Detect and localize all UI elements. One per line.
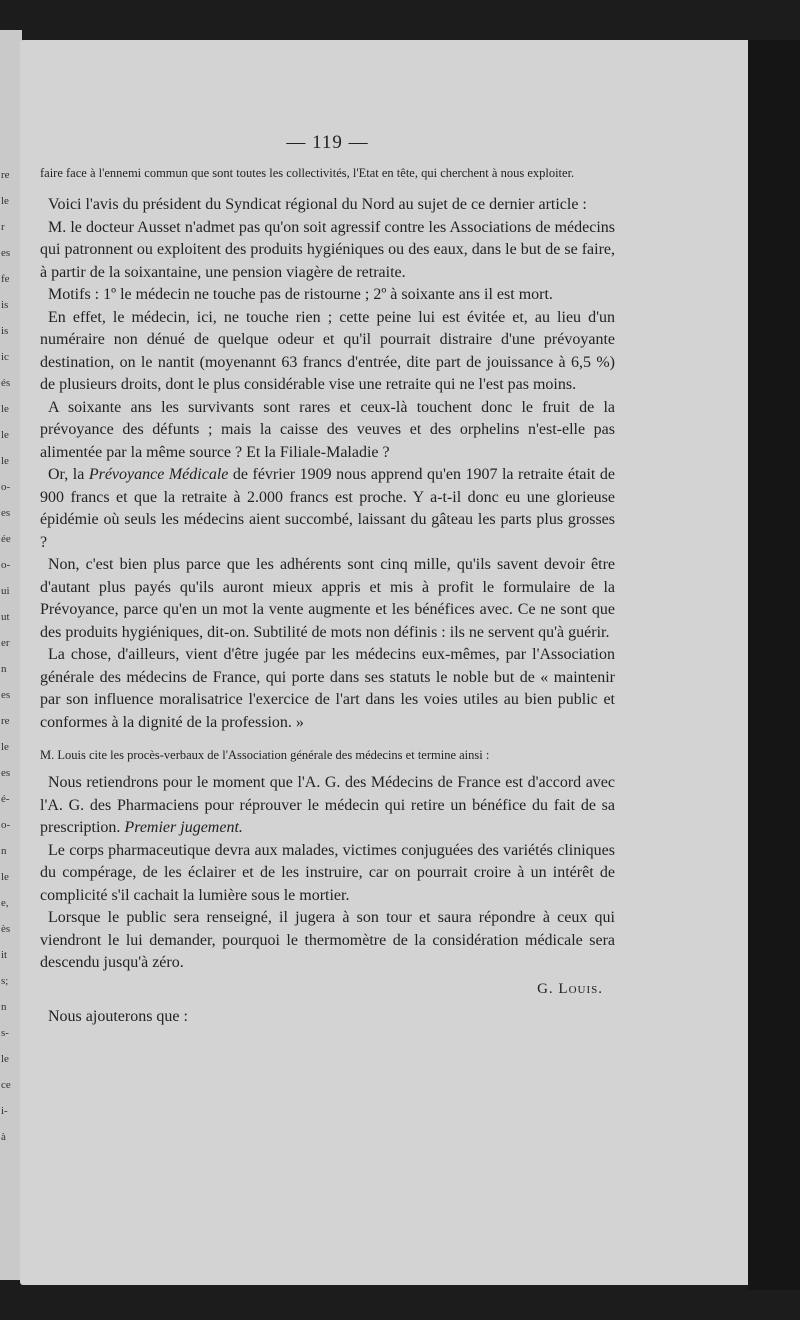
adjacent-page-text-fragments [0, 30, 22, 1280]
signature: G. Louis. [537, 980, 603, 997]
margin-fragment: o- [1, 819, 11, 831]
book-spine-shadow [748, 40, 800, 1290]
margin-fragment: es [1, 507, 11, 519]
book-page [20, 40, 752, 1285]
margin-fragment: re [1, 715, 10, 727]
paragraph: Le corps pharmaceutique devra aux malades, victimes conjuguées des variétés cliniques du compérage, de les éclairer et de les instruire, car on pourrait croire à un intérêt de complicité s'il cachait la lumière sous le mortier. [40, 841, 615, 904]
margin-fragment: le [1, 1053, 9, 1065]
paragraph-group-3 [40, 840, 615, 975]
margin-fragment: e, [1, 897, 9, 909]
margin-fragment: o- [1, 481, 11, 493]
margin-fragment: fe [1, 273, 10, 285]
margin-fragment: is [1, 325, 9, 337]
paragraph-group-1 [40, 194, 615, 464]
paragraph-jugement: Nous retiendrons pour le moment que l'A. G. des Médecins de France est d'accord avec l'A. G. des Pharmaciens pour réprouver le médecin qui retire un bénéfice du fait de sa prescription. Premier jugement. [40, 774, 615, 836]
paragraph: M. le docteur Ausset n'admet pas qu'on soit agressif contre les Associations de médecins qui patronnent ou exploitent des produits hygiéniques ou des eaux, dans le but de se faire, à partir de la soixantaine, une pension viagère de retraite. [40, 218, 615, 281]
margin-fragment: le [1, 455, 9, 467]
margin-fragment: le [1, 195, 9, 207]
paragraph: Voici l'avis du président du Syndicat régional du Nord au sujet de ce dernier article : [48, 196, 587, 213]
paragraph: Motifs : 1º le médecin ne touche pas de ristourne ; 2º à soixante ans il est mort. [48, 286, 553, 303]
margin-fragment: er [1, 637, 10, 649]
page-content [40, 132, 615, 1028]
margin-fragment: s- [1, 1027, 9, 1039]
margin-fragment: ès [1, 923, 11, 935]
margin-fragment: n [1, 845, 7, 857]
margin-fragment: ut [1, 611, 10, 623]
paragraph: Lorsque le public sera renseigné, il jugera à son tour et saura répondre à ceux qui viendront le lui demander, pourquoi le thermomètre de la considération médicale sera descendu jusqu'à zéro. [40, 909, 615, 971]
margin-fragment: le [1, 741, 9, 753]
intro-text: faire face à l'ennemi commun que sont toutes les collectivités, l'Etat en tête, qui cherchent à nous exploiter. [40, 166, 575, 180]
margin-fragment: re [1, 169, 10, 181]
margin-fragment: es [1, 767, 11, 779]
margin-fragment: it [1, 949, 8, 961]
margin-fragment: le [1, 429, 9, 441]
margin-fragment: ée [1, 533, 11, 545]
margin-fragment: n [1, 1001, 7, 1013]
paragraph-prevoyance: Or, la Prévoyance Médicale de février 1909 nous apprend qu'en 1907 la retraite était de 900 francs et que la retraite à 2.000 francs est proche. Y a-t-il donc eu une glorieuse épidémie où seuls les médecins aient succombé, laissant du gâteau les parts plus grosses ? [40, 466, 615, 551]
margin-fragment: n [1, 663, 7, 675]
margin-fragment: à [1, 1131, 6, 1143]
margin-fragment: is [1, 299, 9, 311]
margin-fragment: i- [1, 1105, 8, 1117]
paragraph: La chose, d'ailleurs, vient d'être jugée par les médecins eux-mêmes, par l'Association générale des médecins de France, qui porte dans ses statuts le noble but de « maintenir par son influence moralisatrice l'exercice de l'art dans les voies utiles au bien public et conformes à la dignité de la profession. » [40, 646, 615, 731]
margin-fragment: le [1, 403, 9, 415]
margin-fragment: ui [1, 585, 10, 597]
italic-emphasis: Premier jugement. [124, 819, 243, 836]
italic-journal-title: Prévoyance Médicale [88, 466, 229, 483]
paragraph: En effet, le médecin, ici, ne touche rien ; cette peine lui est évitée et, au lieu d'un numéraire non dénué de quelque odeur et qu'il pourrait distraire d'une prévoyante destination, on le nantit (moyenannt 63 francs d'entrée, dite part de jouissance à 6,5 %) de plusieurs droits, dont le plus considérable vise une retraite qui ne l'est pas moins. [40, 308, 615, 393]
margin-fragment: es [1, 247, 11, 259]
paragraph-group-2 [40, 554, 615, 734]
adjacent-page-edge [0, 30, 22, 1280]
paragraph: Non, c'est bien plus parce que les adhérents sont cinq mille, qu'ils savent devoir être d'autant plus payés qu'ils auront mieux appris et mis à profit le formulaire de la Prévoyance, parce qu'en un mot la vente augmente et les bénéfices avec. Ce ne sont que des produits hygiéniques, dit-on. Subtilité de mots non définis : ils ne servent qu'à guérir. [40, 556, 615, 641]
margin-fragment: r [1, 221, 5, 233]
margin-fragment: s; [1, 975, 9, 987]
margin-fragment: o- [1, 559, 11, 571]
margin-fragment: es [1, 689, 11, 701]
margin-fragment: le [1, 871, 9, 883]
margin-fragment: é- [1, 793, 10, 805]
editorial-note: M. Louis cite les procès-verbaux de l'Association générale des médecins et termine ainsi : [40, 748, 490, 762]
paragraph: A soixante ans les survivants sont rares et ceux-là touchent donc le fruit de la prévoyance des défunts ; mais la caisse des veuves et des orphelins n'est-elle pas alimentée par la même source ? Et la Filiale-Maladie ? [40, 398, 615, 461]
page-number: — 119 — [286, 132, 369, 153]
closing-line: Nous ajouterons que : [48, 1007, 188, 1025]
margin-fragment: ce [1, 1079, 11, 1091]
margin-fragment: ic [1, 351, 9, 363]
margin-fragment: és [1, 377, 11, 389]
